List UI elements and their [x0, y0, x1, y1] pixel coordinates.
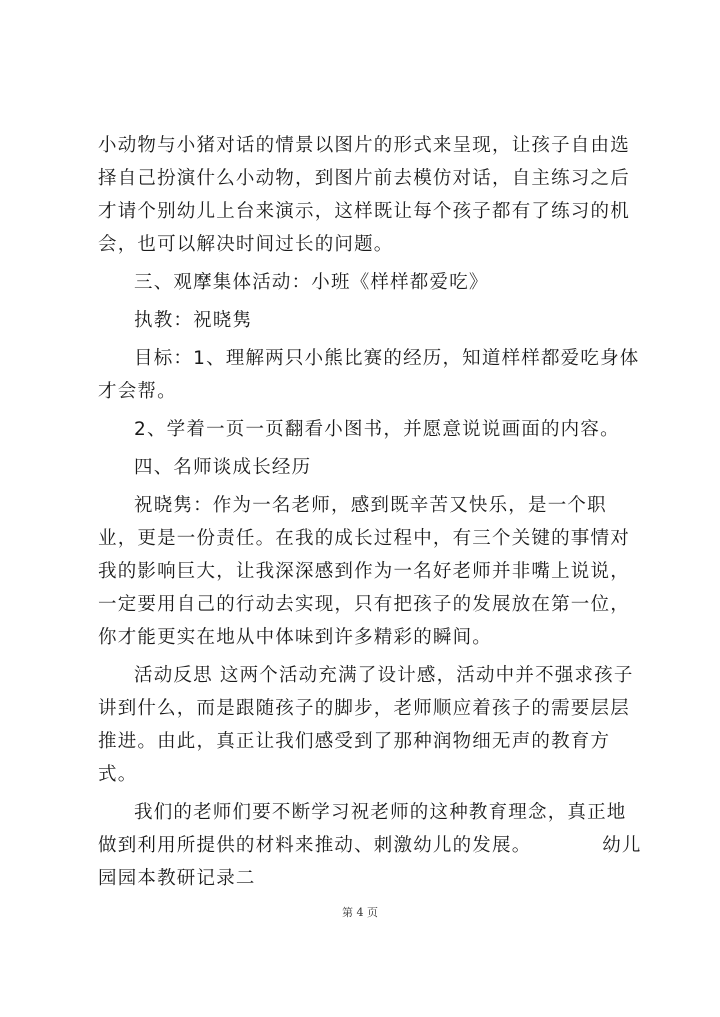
paragraph-line: 讲到什么，而是跟随孩子的脚步，老师顺应着孩子的需要层层 — [98, 698, 630, 719]
paragraph-line: 执教：祝晓隽 — [134, 310, 253, 331]
paragraph-line: 做到利用所提供的材料来推动、刺激幼儿的发展。 幼儿 — [98, 835, 642, 856]
paragraph-line: 2、学着一页一页翻看小图书，并愿意说说画面的内容。 — [134, 419, 620, 440]
paragraph-line: 推进。由此，真正让我们感受到了那种润物细无声的教育方 — [98, 731, 611, 752]
page-number: 第 4 页 — [342, 906, 378, 919]
paragraph-line: 活动反思 这两个活动充满了设计感，活动中并不强求孩子 — [134, 665, 634, 686]
paragraph-line: 祝晓隽：作为一名老师，感到既辛苦又快乐，是一个职 — [134, 495, 607, 516]
paragraph-line: 才请个别幼儿上台来演示，这样既让每个孩子都有了练习的机 — [98, 201, 630, 222]
paragraph-line: 式。 — [98, 764, 138, 785]
paragraph-line: 会，也可以解决时间过长的问题。 — [98, 234, 394, 255]
paragraph-line: 我们的老师们要不断学习祝老师的这种教育理念，真正地 — [134, 802, 627, 823]
paragraph-line: 园园本教研记录二 — [98, 868, 256, 889]
paragraph-line: 择自己扮演什么小动物，到图片前去模仿对话，自主练习之后 — [98, 168, 630, 189]
paragraph-line: 小动物与小猪对话的情景以图片的形式来呈现，让孩子自由选 — [98, 135, 630, 156]
paragraph-line: 业，更是一份责任。在我的成长过程中，有三个关键的事情对 — [98, 528, 630, 549]
section-heading: 四、名师谈成长经历 — [134, 457, 312, 478]
paragraph-line: 我的影响巨大，让我深深感到作为一名好老师并非嘴上说说， — [98, 561, 630, 582]
paragraph-line: 目标：1、理解两只小熊比赛的经历，知道样样都爱吃身体 — [134, 348, 640, 369]
paragraph-line: 才会帮。 — [98, 381, 177, 402]
section-heading: 三、观摩集体活动：小班《样样都爱吃》 — [134, 272, 489, 293]
paragraph-line: 一定要用自己的行动去实现，只有把孩子的发展放在第一位， — [98, 594, 630, 615]
paragraph-line: 你才能更实在地从中体味到许多精彩的瞬间。 — [98, 627, 493, 648]
